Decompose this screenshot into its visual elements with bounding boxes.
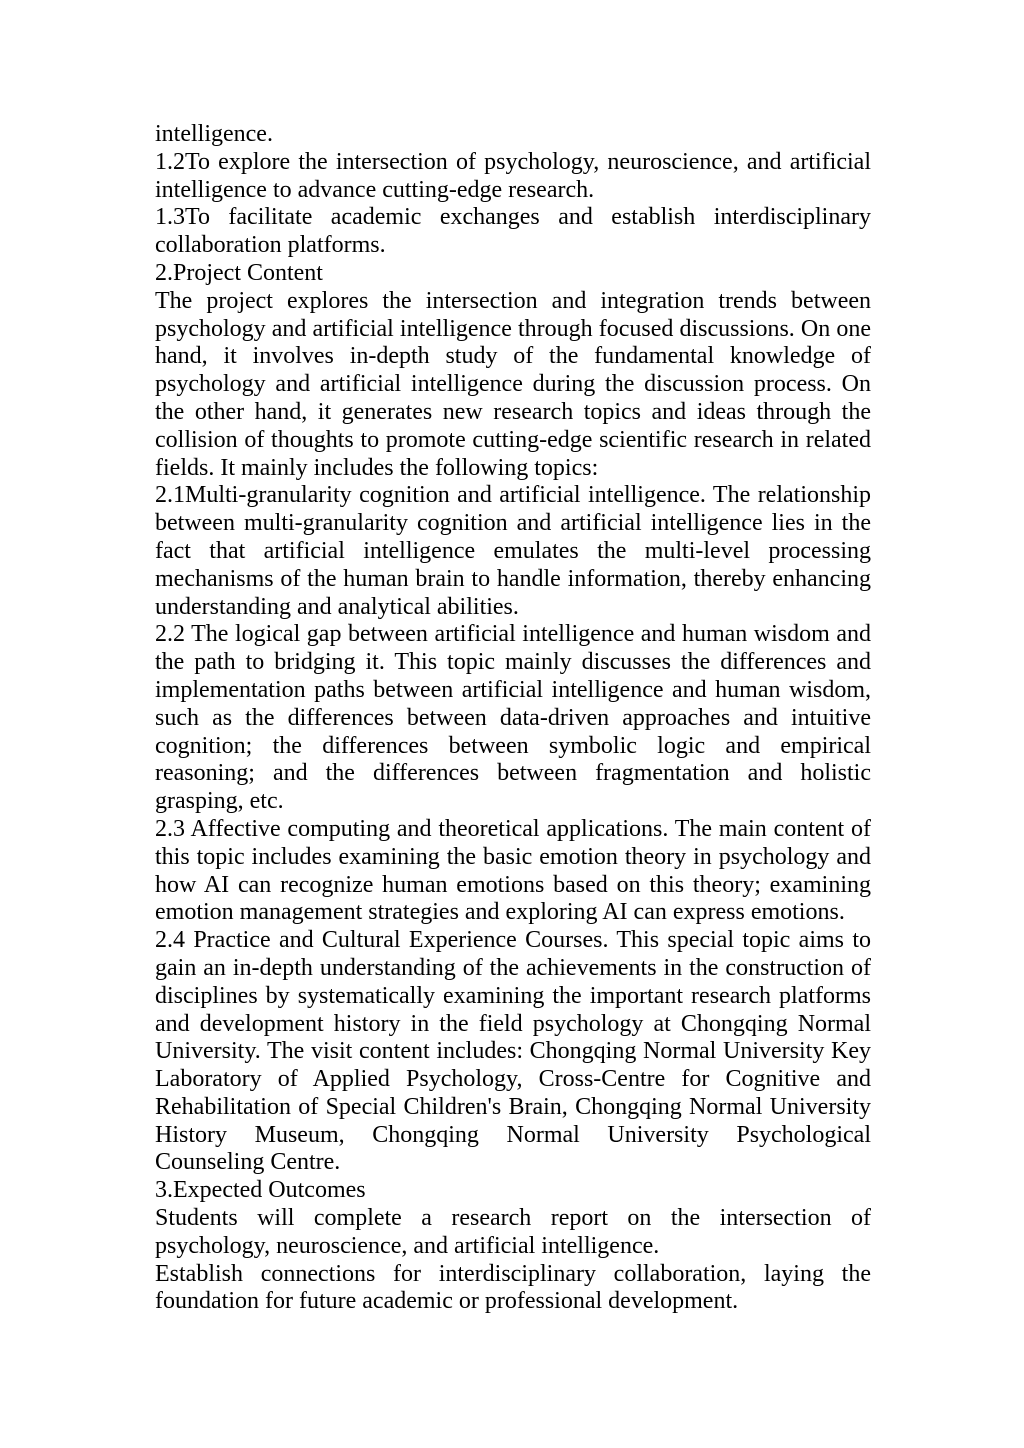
paragraph-outcome-report: Students will complete a research report on the intersection of psychology, neuroscience, and artificial intelligence. — [155, 1205, 871, 1259]
paragraph-project-overview: The project explores the intersection and integration trends between psychology and artificial intelligence through focused discussions. On one hand, it involves in-depth study of the fundamental knowledge of psychology and artificial intelligence during the discussion process. On the other hand, it generates new research topics and ideas through the collision of thoughts to promote cutting-edge scientific research in related fields. It mainly includes the following topics: — [155, 287, 871, 481]
paragraph-objective-1-2: 1.2To explore the intersection of psychology, neuroscience, and artificial intelligence to advance cutting-edge research. — [155, 148, 871, 203]
heading-project-content: 2.Project Content — [155, 259, 323, 286]
paragraph-continuation: intelligence. — [155, 121, 273, 147]
paragraph-topic-2-3: 2.3 Affective computing and theoretical applications. The main content of this topic includes examining the basic emotion theory in psychology and how AI can recognize human emotions based on this theory; examining emotion management strategies and exploring AI can express emotions. — [155, 815, 871, 926]
paragraph-topic-2-1: 2.1Multi-granularity cognition and artificial intelligence. The relationship between multi-granularity cognition and artificial intelligence lies in the fact that artificial intelligence emulates the multi-level processing mechanisms of the human brain to handle information, thereby enhancing understanding and analytical abilities. — [155, 482, 871, 620]
heading-expected-outcomes: 3.Expected Outcomes — [155, 1177, 366, 1204]
paragraph-topic-2-2: 2.2 The logical gap between artificial intelligence and human wisdom and the path to bridging it. This topic mainly discusses the differences and implementation paths between artificial intelligence and human wisdom, such as the differences between data-driven approaches and intuitive cognition; the differences between symbolic logic and empirical reasoning; and the differences between fragmentation and holistic grasping, etc. — [155, 621, 871, 815]
paragraph-topic-2-4: 2.4 Practice and Cultural Experience Courses. This special topic aims to gain an in-depth understanding of the achievements in the construction of disciplines by systematically examining the important research platforms and development history in the field psychology at Chongqing Normal University. The visit content includes: Chongqing Normal University Key Laboratory of Applied Psychology, Cross-Centre for Cognitive and Rehabilitation of Special Children's Brain, Chongqing Normal University History Museum, Chongqing Normal University Psychological Counseling Centre. — [155, 927, 871, 1176]
document-body-text — [155, 121, 871, 1316]
paragraph-objective-1-3: 1.3To facilitate academic exchanges and establish interdisciplinary collaboration platforms. — [155, 204, 871, 259]
paragraph-outcome-connections: Establish connections for interdisciplinary collaboration, laying the foundation for future academic or professional development. — [155, 1260, 871, 1315]
